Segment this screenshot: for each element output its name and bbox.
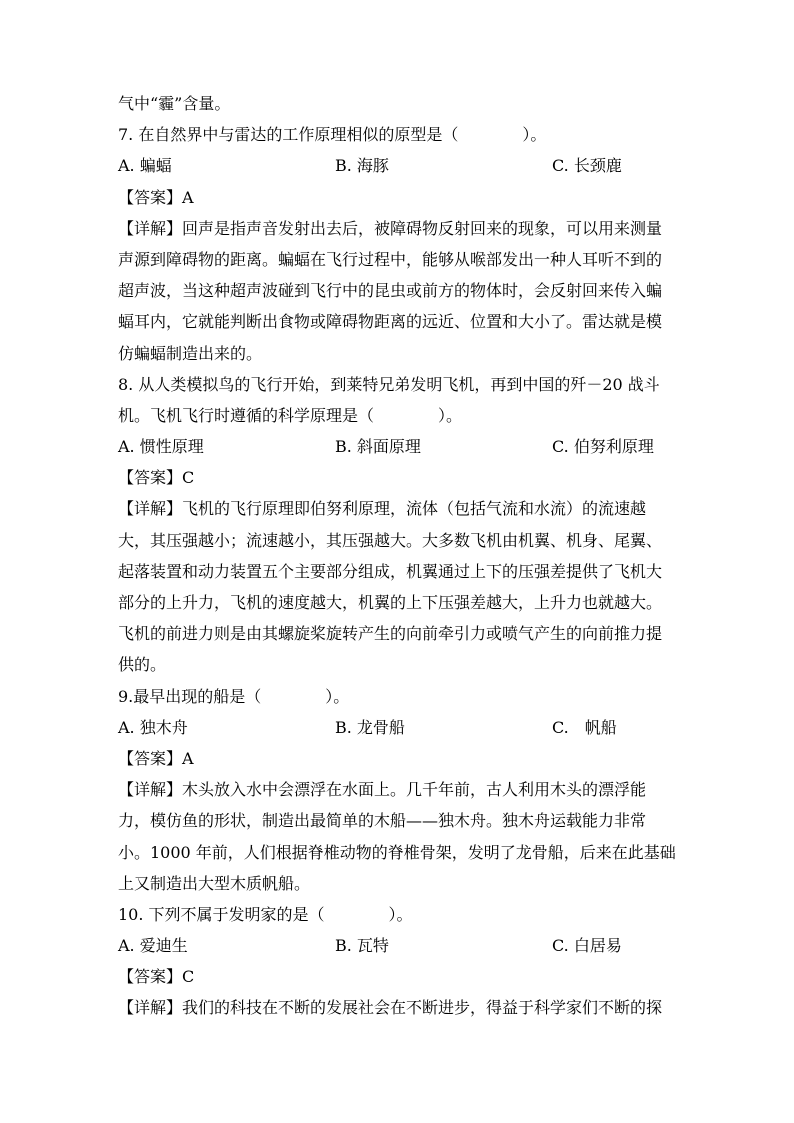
option-b: B. 龙骨船 (335, 717, 405, 737)
question-10: 10. 下列不属于发明家的是（ ）。 (118, 904, 413, 924)
explanation-line: 【详解】回声是指声音发射出去后，被障碍物反射回来的现象，可以用来测量 (118, 218, 663, 238)
explanation-line: 【详解】木头放入水中会漂浮在水面上。几千年前，古人利用木头的漂浮能 (118, 780, 647, 800)
question-7: 7. 在自然界中与雷达的工作原理相似的原型是（ ）。 (118, 125, 547, 145)
answer-9: 【答案】A (118, 748, 194, 768)
option-c: C. 白居易 (552, 936, 622, 956)
question-10-options (118, 930, 678, 961)
explanation-line: 声源到障碍物的距离。蝙蝠在飞行过程中，能够从喉部发出一种人耳听不到的 (118, 249, 663, 269)
explanation-line: 供的。 (118, 655, 167, 675)
option-b: B. 海豚 (335, 156, 389, 176)
option-a: A. 独木舟 (118, 717, 188, 737)
option-a: A. 爱迪生 (118, 936, 188, 956)
option-b: B. 斜面原理 (335, 437, 421, 457)
answer-10: 【答案】C (118, 967, 195, 987)
explanation-line: 起落装置和动力装置五个主要部分组成，机翼通过上下的压强差提供了飞机大 (118, 561, 663, 581)
answer-7: 【答案】A (118, 187, 194, 207)
question-8: 8. 从人类模拟鸟的飞行开始，到莱特兄弟发明飞机，再到中国的歼－20 战斗 (118, 374, 660, 394)
question-9: 9.最早出现的船是（ ）。 (118, 686, 350, 706)
explanation-line: 力，模仿鱼的形状，制造出最简单的木船——独木舟。独木舟运载能力非常 (118, 811, 647, 831)
option-a: A. 惯性原理 (118, 437, 204, 457)
option-a: A. 蝙蝠 (118, 156, 172, 176)
text-line: 气中“霾”含量。 (118, 94, 231, 113)
explanation-line: 部分的上升力，飞机的速度越大，机翼的上下压强差越大，上升力也就越大。 (118, 593, 663, 612)
explanation-line: 超声波，当这种超声波碰到飞行中的昆虫或前方的物体时，会反射回来传入蝙 (118, 281, 663, 301)
document-page (118, 88, 678, 1024)
explanation-line: 蝠耳内，它就能判断出食物或障碍物距离的远近、位置和大小了。雷达就是模 (118, 312, 663, 332)
option-c: C. 伯努利原理 (552, 437, 654, 457)
option-c: C. 帆船 (552, 717, 617, 737)
explanation-line: 小。1000 年前，人们根据脊椎动物的脊椎骨架，发明了龙骨船，后来在此基础 (118, 842, 676, 862)
question-7-options (118, 150, 678, 181)
explanation-line: 【详解】我们的科技在不断的发展社会在不断进步，得益于科学家们不断的探 (118, 998, 663, 1018)
explanation-line: 飞机的前进力则是由其螺旋桨旋转产生的向前牵引力或喷气产生的向前推力提 (118, 624, 663, 644)
explanation-line: 上又制造出大型木质帆船。 (118, 873, 311, 893)
option-b: B. 瓦特 (335, 936, 389, 956)
question-8-cont: 机。飞机飞行时遵循的科学原理是（ ）。 (118, 405, 463, 425)
question-8-options (118, 431, 678, 462)
question-9-options (118, 712, 678, 743)
answer-8: 【答案】C (118, 468, 195, 488)
explanation-line: 大，其压强越小；流速越小，其压强越大。大多数飞机由机翼、机身、尾翼、 (118, 530, 663, 550)
explanation-line: 仿蝙蝠制造出来的。 (118, 343, 263, 363)
option-c: C. 长颈鹿 (552, 156, 622, 176)
explanation-line: 【详解】飞机的飞行原理即伯努利原理，流体（包括气流和水流）的流速越 (118, 499, 647, 519)
